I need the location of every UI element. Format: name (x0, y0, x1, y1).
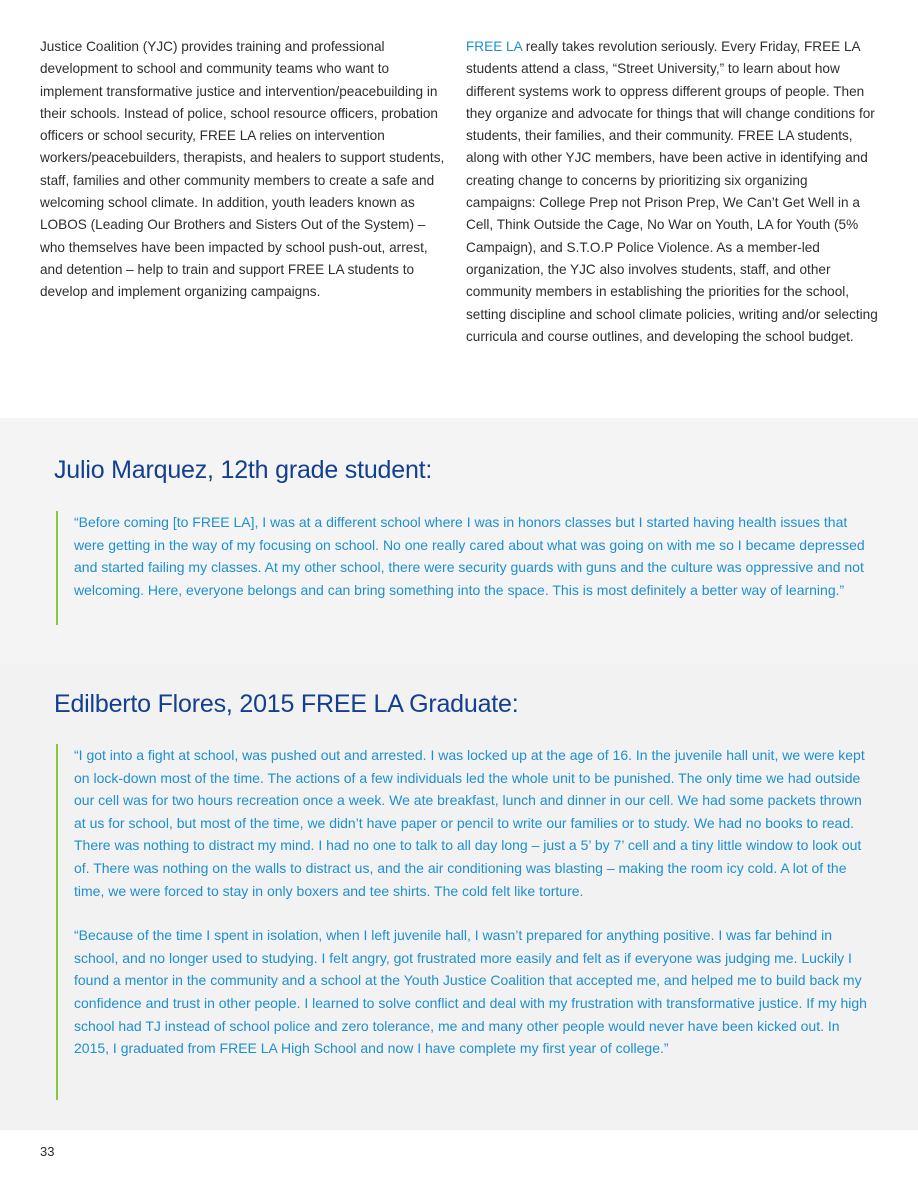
testimonial-1-quote (56, 511, 874, 625)
intro-columns (40, 36, 878, 348)
testimonial-2-paragraph-2: “Because of the time I spent in isolation, when I left juvenile hall, I wasn’t prepared for anything positive. I was far behind in school, and no longer used to studying. I felt angry, got frustrated more easily and felt as if everyone was judging me. Luckily I found a mentor in the community and a school at the Youth Justice Coalition that accepted me, and helped me to build back my confidence and trust in other people. I learned to solve conflict and deal with my frustration with transformative justice. If my high school had TJ instead of school police and zero tolerance, me and many other people would never have been kicked out. In 2015, I graduated from FREE LA High School and now I have complete my first year of college.” (74, 927, 867, 1057)
testimonial-1-title: Julio Marquez, 12th grade student: (54, 456, 433, 484)
testimonial-2-paragraph-1: “I got into a fight at school, was pushed out and arrested. I was locked up at the age of 16. In the juvenile hall unit, we were kept on lock-down most of the time. The actions of a few individuals led the whole unit to be punished. The only time we had outside our cell was for two hours recreation once a week. We ate breakfast, lunch and dinner in our cell. We had some packets thrown at us for school, but most of the time, we didn’t have paper or pencil to write our families or to study. We had no books to read. There was nothing to distract my mind. I had no one to talk to all day long – just a 5’ by 7’ cell and a tiny little window to look out of. There was nothing on the walls to distract us, and the air conditioning was blasting – making the room icy cold. A lot of the time, we were forced to stay in only boxers and tee shirts. The cold felt like torture. (74, 747, 865, 899)
testimonial-2-quote (56, 744, 874, 1100)
intro-right-column (466, 36, 878, 348)
page-number: 33 (40, 1144, 55, 1159)
testimonial-2-title: Edilberto Flores, 2015 FREE LA Graduate: (54, 690, 519, 718)
intro-right-text: really takes revolution seriously. Every Friday, FREE LA students attend a class, “Street University,” to learn about how different systems work to oppress different groups of people. Then they organize and advocate for things that will change conditions for students, their families, and their community. FREE LA students, along with other YJC members, have been active in identifying and creating change to concerns by prioritizing six organizing campaigns: College Prep not Prison Prep, We Can’t Get Well in a Cell, Think Outside the Cage, No War on Youth, LA for Youth (5% Campaign), and S.T.O.P Police Violence. As a member-led organization, the YJC also involves students, staff, and other community members in establishing the priorities for the school, setting discipline and school climate policies, writing and/or selecting curricula and course outlines, and developing the school budget. (466, 39, 878, 344)
free-la-highlight: FREE LA (466, 39, 522, 54)
intro-left-column (40, 36, 452, 348)
testimonial-1-paragraph: “Before coming [to FREE LA], I was at a different school where I was in honors classes but I started having health issues that were getting in the way of my focusing on school. No one really cared about what was going on with me so I became depressed and started failing my classes. At my other school, there were security guards with guns and the culture was oppressive and not welcoming. Here, everyone belongs and can bring something into the space. This is most definitely a better way of learning.” (74, 514, 865, 598)
intro-left-text: Justice Coalition (YJC) provides training and professional development to school and community teams who want to implement transformative justice and intervention/peacebuilding in their schools. Instead of police, school resource officers, probation officers or school security, FREE LA relies on intervention workers/peacebuilders, therapists, and healers to support students, staff, families and other community members to create a safe and welcoming school climate. In addition, youth leaders known as LOBOS (Leading Our Brothers and Sisters Out of the System) – who themselves have been impacted by school push-out, arrest, and detention – help to train and support FREE LA students to develop and implement organizing campaigns. (40, 39, 445, 300)
